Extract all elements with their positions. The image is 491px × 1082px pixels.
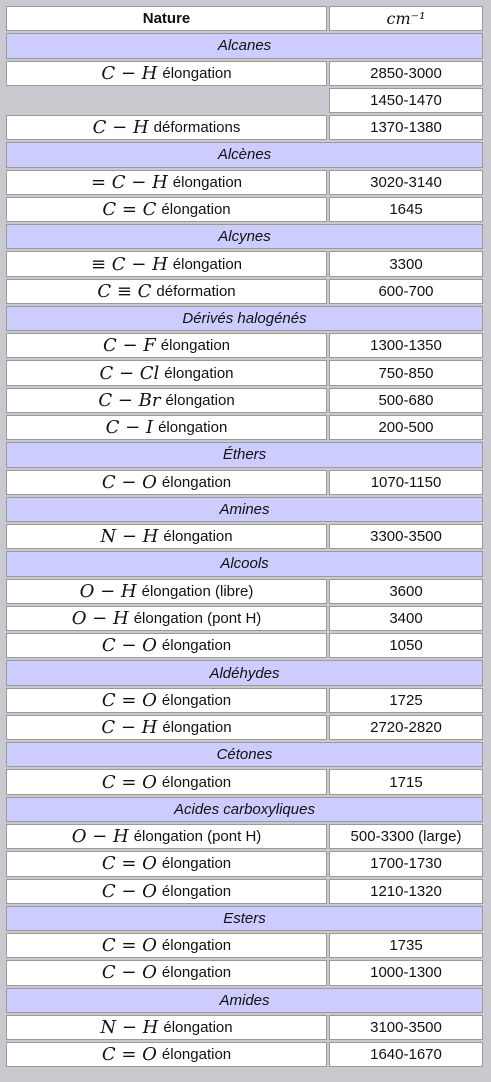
table-row xyxy=(4,687,487,714)
table-row xyxy=(4,169,487,196)
bond-formula: C − Cl xyxy=(99,362,160,384)
bond-formula: = C − H xyxy=(90,171,168,193)
bond-formula: C − O xyxy=(101,635,157,657)
bond-cell xyxy=(6,1015,327,1040)
vibration-type: élongation xyxy=(165,391,235,409)
bond-formula: C − H xyxy=(92,117,149,139)
table-row xyxy=(4,932,487,959)
table-row xyxy=(4,332,487,359)
table-row xyxy=(4,359,487,386)
header-unit: cm⁻¹ xyxy=(329,6,483,31)
vibration-type: élongation xyxy=(163,1018,233,1036)
table-row xyxy=(4,878,487,905)
section-row xyxy=(4,441,487,468)
bond-cell xyxy=(6,633,327,658)
bond-cell xyxy=(6,333,327,358)
header-nature: Nature xyxy=(6,6,327,31)
vibration-type: déformations xyxy=(153,119,241,137)
vibration-type: élongation xyxy=(161,937,232,955)
bond-formula: C − H xyxy=(101,717,158,739)
bond-formula: O − H xyxy=(79,580,137,602)
vibration-type: élongation xyxy=(161,473,232,491)
vibration-type: élongation xyxy=(163,528,233,546)
section-row xyxy=(4,741,487,768)
vibration-type: élongation xyxy=(161,773,232,791)
table-row xyxy=(4,387,487,414)
vibration-type: élongation xyxy=(162,64,232,82)
table-row xyxy=(4,250,487,277)
bond-cell xyxy=(6,115,327,140)
vibration-type: élongation xyxy=(161,1046,232,1064)
ir-absorption-table xyxy=(4,5,487,1068)
table-row xyxy=(4,87,487,114)
table-row xyxy=(4,578,487,605)
bond-cell xyxy=(6,579,327,604)
vibration-type: élongation xyxy=(161,964,232,982)
bond-formula: C − O xyxy=(101,471,157,493)
section-row xyxy=(4,305,487,332)
table-row xyxy=(4,1041,487,1068)
bond-cell xyxy=(6,1042,327,1067)
bond-formula: O − H xyxy=(71,826,129,848)
bond-cell xyxy=(6,251,327,276)
bond-formula: C − F xyxy=(102,335,156,357)
section-row xyxy=(4,796,487,823)
table-header-row xyxy=(4,5,487,32)
wavenumber-value: 200-500 xyxy=(329,415,483,440)
bond-formula: N − H xyxy=(100,526,159,548)
bond-cell xyxy=(6,61,327,86)
table-row xyxy=(4,60,487,87)
wavenumber-value: 3100-3500 xyxy=(329,1015,483,1040)
vibration-type: déformation xyxy=(156,282,236,300)
bond-cell xyxy=(6,88,327,113)
table-row xyxy=(4,823,487,850)
section-title: Alcènes xyxy=(6,142,483,167)
bond-formula: C − O xyxy=(101,880,157,902)
wavenumber-value: 600-700 xyxy=(329,279,483,304)
wavenumber-value: 1645 xyxy=(329,197,483,222)
vibration-type: élongation xyxy=(172,255,243,273)
bond-cell xyxy=(6,851,327,876)
wavenumber-value: 1735 xyxy=(329,933,483,958)
wavenumber-value: 1640-1670 xyxy=(329,1042,483,1067)
wavenumber-value: 500-680 xyxy=(329,388,483,413)
bond-formula: C − O xyxy=(101,962,157,984)
table-row xyxy=(4,605,487,632)
table-row xyxy=(4,196,487,223)
wavenumber-value: 1450-1470 xyxy=(329,88,483,113)
section-title: Éthers xyxy=(6,442,483,467)
bond-formula: C = O xyxy=(101,771,157,793)
bond-cell xyxy=(6,606,327,631)
table-row xyxy=(4,414,487,441)
section-row xyxy=(4,141,487,168)
table-row xyxy=(4,959,487,986)
wavenumber-value: 1715 xyxy=(329,769,483,794)
bond-cell xyxy=(6,933,327,958)
section-title: Alcynes xyxy=(6,224,483,249)
wavenumber-value: 1210-1320 xyxy=(329,879,483,904)
bond-cell xyxy=(6,360,327,385)
section-title: Aldéhydes xyxy=(6,660,483,685)
vibration-type: élongation xyxy=(161,882,232,900)
section-row xyxy=(4,987,487,1014)
wavenumber-value: 1700-1730 xyxy=(329,851,483,876)
bond-cell xyxy=(6,879,327,904)
section-title: Dérivés halogénés xyxy=(6,306,483,331)
wavenumber-value: 3400 xyxy=(329,606,483,631)
wavenumber-value: 3020-3140 xyxy=(329,170,483,195)
bond-formula: C ≡ C xyxy=(97,280,152,302)
section-title: Alcools xyxy=(6,551,483,576)
section-title: Esters xyxy=(6,906,483,931)
table-row xyxy=(4,768,487,795)
vibration-type: élongation xyxy=(161,855,232,873)
vibration-type: élongation xyxy=(172,173,243,191)
bond-formula: C − Br xyxy=(98,389,161,411)
table-row xyxy=(4,632,487,659)
table-row xyxy=(4,114,487,141)
bond-formula: C = C xyxy=(102,198,157,220)
vibration-type: élongation (pont H) xyxy=(133,609,262,627)
table-row xyxy=(4,850,487,877)
vibration-type: élongation xyxy=(160,337,231,355)
wavenumber-value: 2850-3000 xyxy=(329,61,483,86)
bond-cell xyxy=(6,524,327,549)
bond-cell xyxy=(6,715,327,740)
wavenumber-value: 750-850 xyxy=(329,360,483,385)
wavenumber-value: 2720-2820 xyxy=(329,715,483,740)
section-row xyxy=(4,905,487,932)
bond-formula: C = O xyxy=(101,853,157,875)
wavenumber-value: 1725 xyxy=(329,688,483,713)
bond-formula: N − H xyxy=(100,1016,159,1038)
bond-formula: ≡ C − H xyxy=(90,253,168,275)
bond-cell xyxy=(6,960,327,985)
vibration-type: élongation xyxy=(164,364,234,382)
section-row xyxy=(4,223,487,250)
table-row xyxy=(4,523,487,550)
section-title: Acides carboxyliques xyxy=(6,797,483,822)
bond-cell xyxy=(6,688,327,713)
vibration-type: élongation xyxy=(161,637,232,655)
bond-formula: C − I xyxy=(105,417,154,439)
bond-cell xyxy=(6,279,327,304)
wavenumber-value: 1050 xyxy=(329,633,483,658)
wavenumber-value: 1370-1380 xyxy=(329,115,483,140)
vibration-type: élongation (pont H) xyxy=(133,828,262,846)
wavenumber-value: 1300-1350 xyxy=(329,333,483,358)
vibration-type: élongation xyxy=(162,719,232,737)
wavenumber-value: 3300 xyxy=(329,251,483,276)
bond-formula: C − H xyxy=(101,62,158,84)
bond-formula: C = O xyxy=(101,1044,157,1066)
section-row xyxy=(4,32,487,59)
section-title: Amines xyxy=(6,497,483,522)
section-title: Cétones xyxy=(6,742,483,767)
wavenumber-value: 3600 xyxy=(329,579,483,604)
wavenumber-value: 3300-3500 xyxy=(329,524,483,549)
section-row xyxy=(4,550,487,577)
vibration-type: élongation xyxy=(161,200,231,218)
section-row xyxy=(4,659,487,686)
bond-cell xyxy=(6,197,327,222)
table-row xyxy=(4,278,487,305)
bond-formula: O − H xyxy=(71,607,129,629)
bond-cell xyxy=(6,769,327,794)
vibration-type: élongation xyxy=(158,419,228,437)
bond-formula: C = O xyxy=(101,689,157,711)
bond-cell xyxy=(6,388,327,413)
wavenumber-value: 1000-1300 xyxy=(329,960,483,985)
section-title: Amides xyxy=(6,988,483,1013)
bond-cell xyxy=(6,824,327,849)
vibration-type: élongation (libre) xyxy=(141,582,254,600)
section-row xyxy=(4,496,487,523)
bond-cell xyxy=(6,470,327,495)
table-row xyxy=(4,714,487,741)
section-title: Alcanes xyxy=(6,33,483,58)
vibration-type: élongation xyxy=(161,691,232,709)
bond-cell xyxy=(6,415,327,440)
bond-cell xyxy=(6,170,327,195)
table-row xyxy=(4,1014,487,1041)
wavenumber-value: 500-3300 (large) xyxy=(329,824,483,849)
table-row xyxy=(4,469,487,496)
wavenumber-value: 1070-1150 xyxy=(329,470,483,495)
bond-formula: C = O xyxy=(101,935,157,957)
